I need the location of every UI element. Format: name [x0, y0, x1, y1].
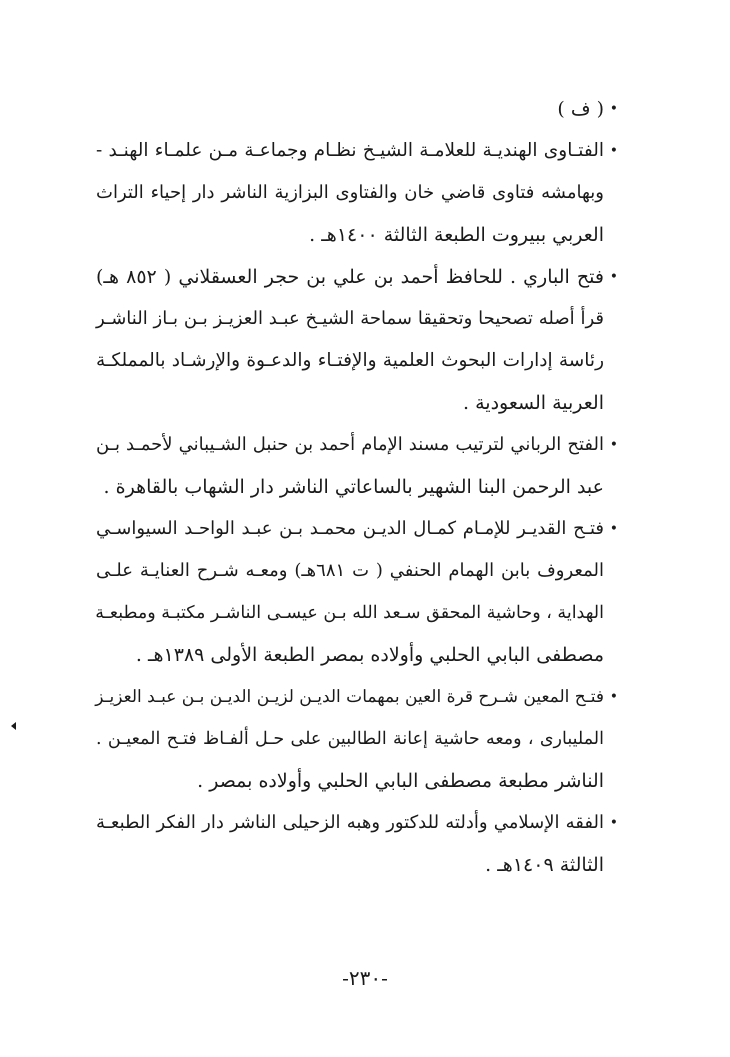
bibliography-page — [96, 88, 618, 886]
bibliography-entry-2 — [96, 256, 618, 424]
bullet-icon: • — [609, 101, 618, 117]
entry-line: العربية السعودية . — [463, 392, 604, 414]
entry-line: الفقه الإسلامي وأدلته للدكتور وهبه الزحيلى الناشر دار الفكر الطبعـة — [96, 812, 604, 833]
section-heading-text: ( ف ) — [557, 98, 604, 120]
entry-line: وبهامشه فتاوى قاضي خان والفتاوى البزازية الناشر دار إحياء التراث — [96, 182, 604, 203]
bullet-icon: • — [609, 269, 618, 285]
page-number: -٢٣٠- — [342, 966, 388, 990]
bullet-icon: • — [609, 437, 618, 453]
entry-line: فتح الباري . للحافظ أحمد بن علي بن حجر العسقلاني ( ٨٥٢ هـ) — [96, 266, 604, 288]
entry-line: الثالثة ١٤٠٩هـ . — [485, 854, 604, 876]
entry-line: الهداية ، وحاشية المحقق سـعد الله بـن عيسـى الناشـر مكتبـة ومطبعـة — [95, 603, 604, 623]
entry-line: عبد الرحمن البنا الشهير بالساعاتي الناشر دار الشهاب بالقاهرة . — [103, 476, 604, 498]
bibliography-entry-4 — [96, 508, 618, 676]
margin-arrow-icon — [11, 722, 16, 730]
bullet-icon: • — [609, 815, 618, 831]
bullet-icon: • — [609, 521, 618, 537]
bullet-icon: • — [609, 689, 618, 705]
entry-line: مصطفى البابي الحلبي وأولاده بمصر الطبعة الأولى ١٣٨٩هـ . — [135, 644, 604, 666]
bibliography-entry-1 — [96, 130, 618, 256]
entry-line: فتـح القديـر للإمـام كمـال الديـن محمـد بـن عبـد الواحـد السيواسـي — [96, 518, 604, 539]
entry-line: العربي ببيروت الطبعة الثالثة ١٤٠٠هـ . — [309, 224, 604, 246]
entry-line: الناشر مطبعة مصطفى البابي الحلبي وأولاده بمصر . — [197, 770, 604, 792]
entry-line: المليبارى ، ومعه حاشية إعانة الطالبين على حـل ألفـاظ فتـح المعيـن . — [96, 729, 604, 749]
bullet-icon: • — [609, 143, 618, 159]
bibliography-entry-3 — [96, 424, 618, 508]
section-heading — [96, 88, 618, 130]
entry-line: المعروف بابن الهمام الحنفي ( ت ٦٨١هـ) ومعـه شـرح العنايـة علـى — [96, 560, 604, 581]
entry-line: فتـح المعين شـرح قرة العين بمهمات الديـن لزيـن الديـن بـن عبـد العزيـز — [95, 687, 604, 707]
entry-line: قرأ أصله تصحيحا وتحقيقا سماحة الشيـخ عبـد العزيـز بـن بـاز الناشـر — [96, 308, 604, 329]
bibliography-entry-5 — [96, 676, 618, 802]
entry-line: الفتـاوى الهنديـة للعلامـة الشيـخ نظـام وجماعـة مـن علمـاء الهنـد - — [96, 140, 604, 161]
entry-line: رئاسة إدارات البحوث العلمية والإفتـاء والدعـوة والإرشـاد بالمملكـة — [96, 350, 604, 371]
bibliography-entry-6 — [96, 802, 618, 886]
entry-line: الفتح الرباني لترتيب مسند الإمام أحمد بن حنبل الشـيباني لأحمـد بـن — [96, 434, 604, 455]
